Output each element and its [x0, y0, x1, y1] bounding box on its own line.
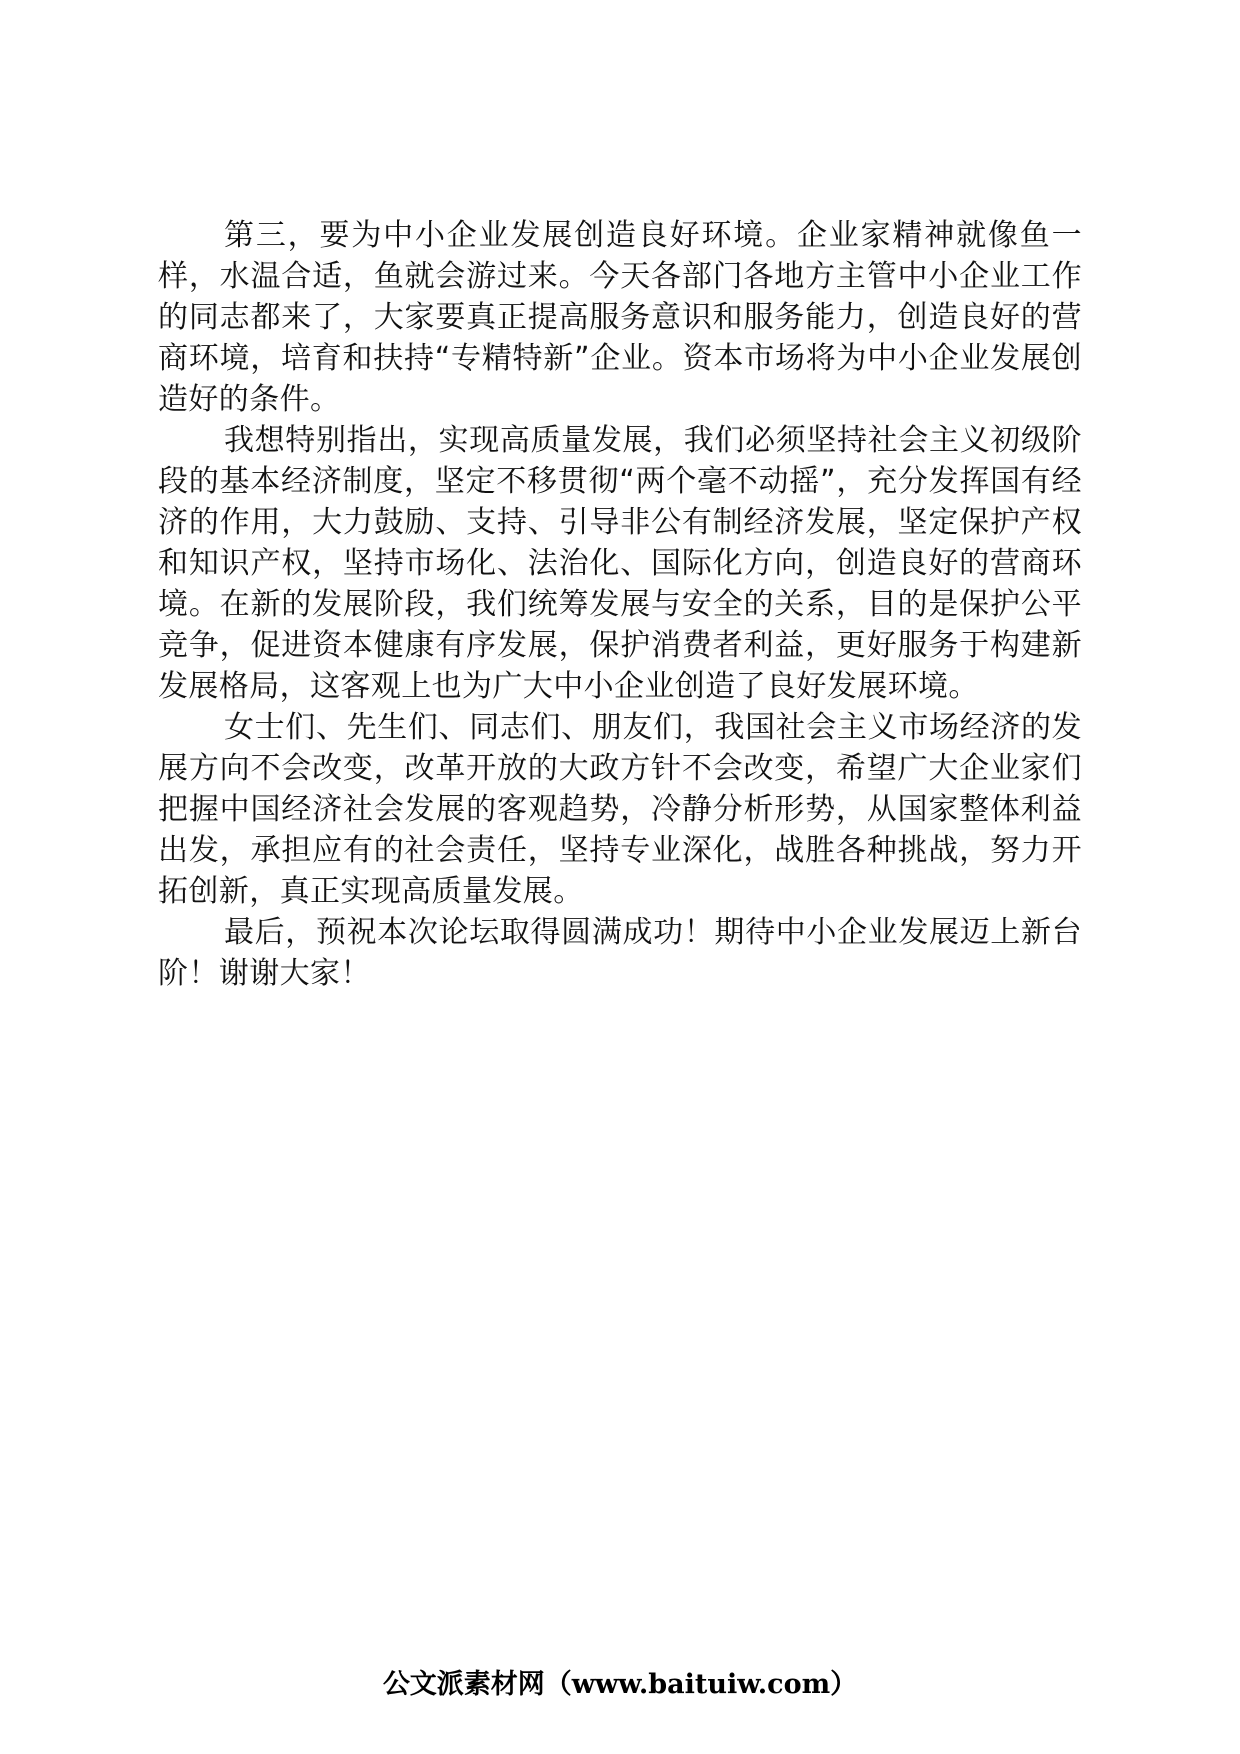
- paragraph: 第三，要为中小企业发展创造良好环境。企业家精神就像鱼一样，水温合适，鱼就会游过来。今天各部门各地方主管中小企业工作的同志都来了，大家要真正提高服务意识和服务能力，创造良好的营商环境，培育和扶持“专精特新”企业。资本市场将为中小企业发展创造好的条件。: [158, 218, 1082, 417]
- paragraph: 我想特别指出，实现高质量发展，我们必须坚持社会主义初级阶段的基本经济制度，坚定不移贯彻“两个毫不动摇”，充分发挥国有经济的作用，大力鼓励、支持、引导非公有制经济发展，坚定保护产权和知识产权，坚持市场化、法治化、国际化方向，创造良好的营商环境。在新的发展阶段，我们统筹发展与安全的关系，目的是保护公平竞争，促进资本健康有序发展，保护消费者利益，更好服务于构建新发展格局，这客观上也为广大中小企业创造了良好发展环境。: [158, 423, 1082, 704]
- footer-watermark-text: 公文派素材网（www.baituiw.com）: [382, 1669, 858, 1700]
- document-body: [158, 215, 1082, 994]
- paragraph: 女士们、先生们、同志们、朋友们，我国社会主义市场经济的发展方向不会改变，改革开放的大政方针不会改变，希望广大企业家们把握中国经济社会发展的客观趋势，冷静分析形势，从国家整体利益出发，承担应有的社会责任，坚持专业深化，战胜各种挑战，努力开拓创新，真正实现高质量发展。: [158, 710, 1082, 909]
- paragraph: 最后，预祝本次论坛取得圆满成功！期待中小企业发展迈上新台阶！谢谢大家！: [158, 915, 1082, 991]
